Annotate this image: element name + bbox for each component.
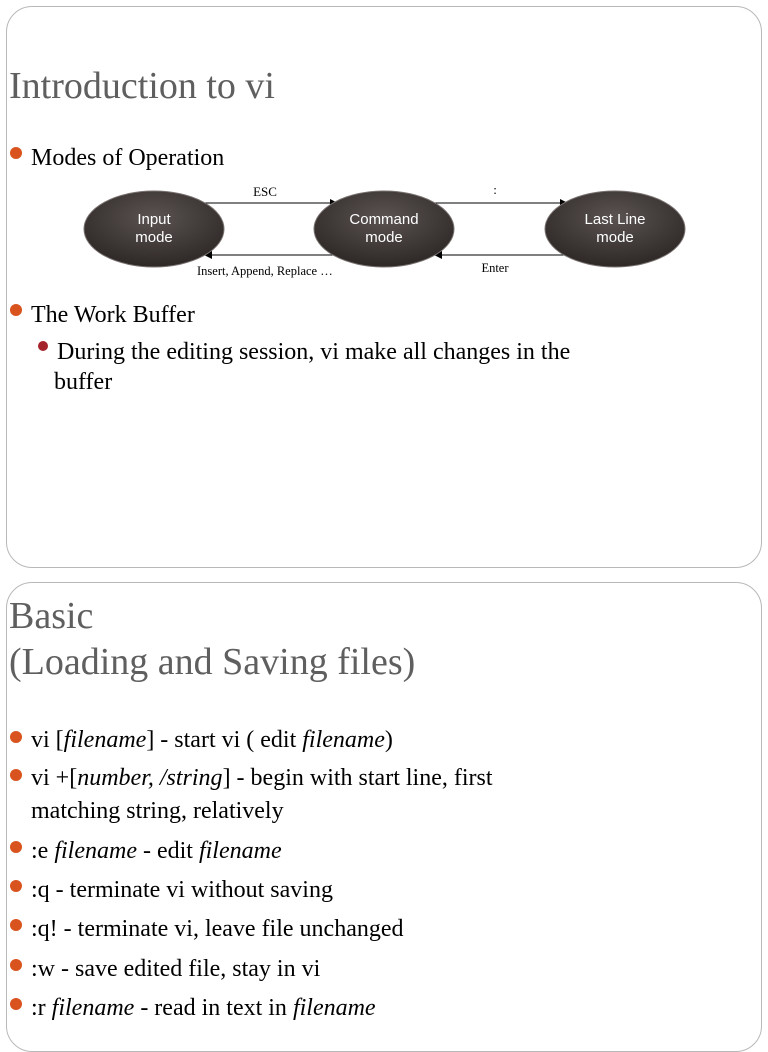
item-italic: filename	[292, 995, 376, 1021]
item-text: ] - start vi ( edit	[146, 727, 303, 753]
bullet-modes: Modes of Operation	[31, 145, 225, 171]
list-item: :q! - terminate vi, leave file unchanged	[31, 916, 404, 942]
node-label: mode	[596, 229, 634, 246]
node-label: Input	[137, 211, 171, 228]
item-italic: filename	[302, 727, 385, 753]
item-text: )	[384, 727, 393, 753]
item-text: ] - begin with start line, first	[222, 765, 493, 791]
bullet-dot	[10, 919, 22, 931]
list-item	[31, 836, 282, 866]
node-label: Last Line	[584, 211, 646, 228]
sub-bullet-text-cont: buffer	[54, 369, 113, 395]
slide-basic	[6, 582, 762, 1052]
item-italic: filename	[51, 995, 135, 1021]
node-label: Command	[349, 211, 419, 228]
bullet-work-buffer: The Work Buffer	[31, 302, 195, 328]
list-item	[31, 725, 393, 755]
item-italic: number, /string	[77, 765, 223, 791]
item-italic: filename	[54, 838, 137, 864]
edge-label-colon: :	[493, 182, 497, 197]
edge-label-enter: Enter	[481, 261, 509, 275]
edge-label-insert: Insert, Append, Replace …	[197, 264, 333, 278]
item-text: vi +[	[31, 765, 78, 791]
bullet-dot	[10, 841, 22, 853]
item-text: vi [	[31, 727, 64, 753]
sub-bullet-text: During the editing session, vi make all changes in the	[57, 339, 571, 365]
bullet-dot	[10, 959, 22, 971]
bullet-dot	[10, 880, 22, 892]
item-text: - read in text in	[134, 995, 293, 1021]
bullet-dot	[10, 769, 22, 781]
node-label: mode	[135, 229, 173, 246]
item-text: - edit	[136, 838, 199, 864]
slide-title-line1: Basic	[9, 595, 94, 637]
node-label: mode	[365, 229, 403, 246]
slide-title: Introduction to vi	[9, 65, 275, 107]
item-text: :e	[31, 838, 55, 864]
modes-diagram	[7, 177, 762, 287]
slide-title-line2: (Loading and Saving files)	[9, 641, 416, 683]
bullet-dot	[10, 147, 22, 159]
list-item	[31, 993, 376, 1023]
bullet-dot	[10, 304, 22, 316]
list-item: :w - save edited file, stay in vi	[31, 956, 321, 982]
bullet-dot	[10, 998, 22, 1010]
edge-label-esc: ESC	[253, 184, 277, 199]
list-item	[31, 763, 493, 793]
slide-intro	[6, 6, 762, 568]
list-item: :q - terminate vi without saving	[31, 877, 333, 903]
item-italic: filename	[63, 727, 147, 753]
item-text: :r	[31, 995, 52, 1021]
bullet-dot	[10, 731, 22, 743]
item-italic: filename	[198, 838, 282, 864]
list-item-cont: matching string, relatively	[31, 798, 284, 824]
sub-bullet-dot	[38, 341, 48, 351]
